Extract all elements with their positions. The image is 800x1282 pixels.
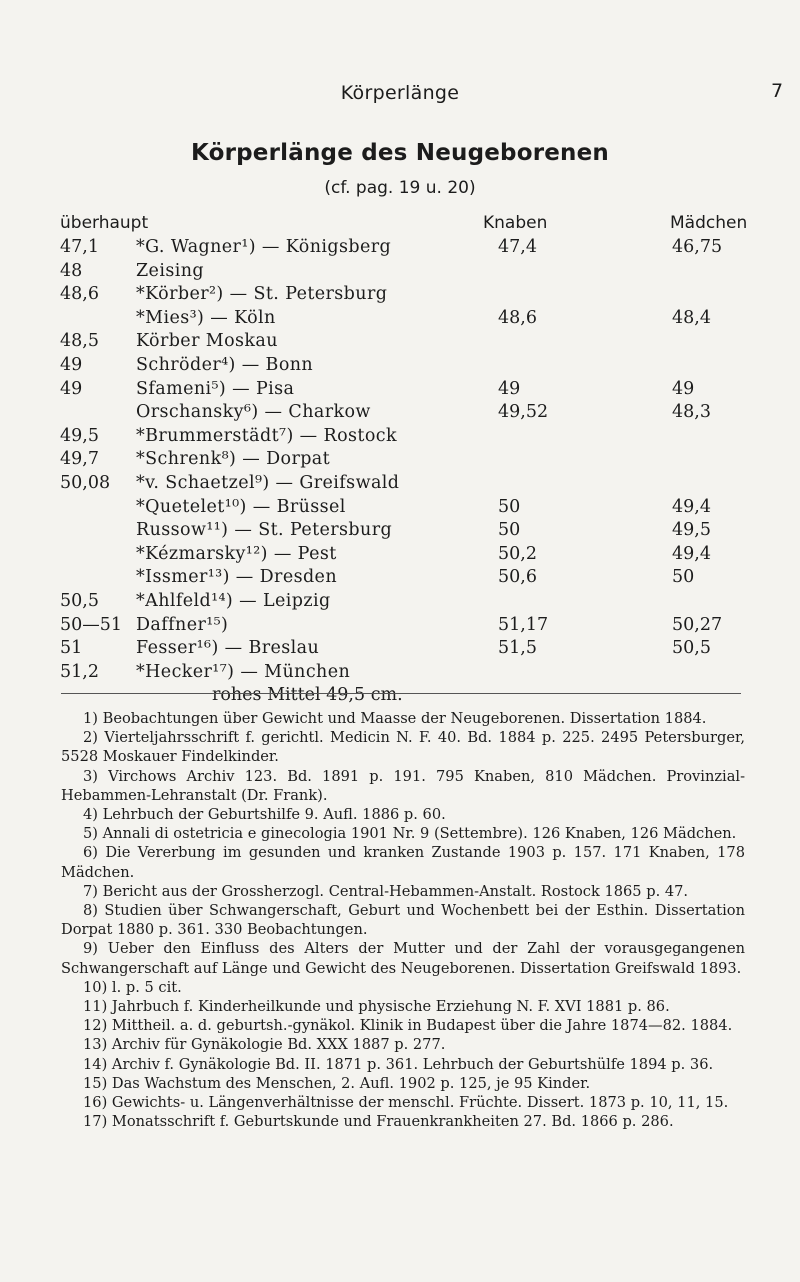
table-row	[0, 591, 800, 615]
cell-boys: 50	[498, 520, 521, 541]
raw-mean: rohes Mittel 49,5 cm.	[212, 685, 403, 706]
cell-author: *Hecker¹⁷) — München	[136, 661, 351, 682]
column-header-boys: Knaben	[483, 213, 548, 233]
footnote: 11) Jahrbuch f. Kinderheilkunde und physische Erziehung N. F. XVI 1881 p. 86.	[83, 998, 670, 1016]
cell-boys: 50,2	[498, 543, 537, 564]
cell-author: Körber Moskau	[136, 331, 278, 352]
table-row	[0, 355, 800, 379]
column-header-overall: überhaupt	[60, 213, 149, 233]
table-row	[0, 497, 800, 521]
table-row	[0, 615, 800, 639]
table-row	[0, 426, 800, 450]
footnote: 12) Mittheil. a. d. geburtsh.-gynäkol. Klinik in Budapest über die Jahre 1874—82. 1884.	[83, 1017, 733, 1035]
cell-overall: 47,1	[60, 237, 99, 257]
cell-overall: 48,5	[60, 331, 99, 352]
footnote: 14) Archiv f. Gynäkologie Bd. II. 1871 p. 361. Lehrbuch der Geburtshülfe 1894 p. 36.	[83, 1055, 714, 1073]
cell-boys: 49,52	[498, 402, 549, 423]
table-row	[0, 520, 800, 544]
table-row	[0, 261, 800, 285]
cell-boys: 51,5	[498, 638, 537, 659]
table-row	[0, 567, 800, 591]
column-header-girls: Mädchen	[670, 213, 748, 233]
cell-author: Schröder⁴) — Bonn	[136, 354, 314, 375]
cell-overall: 49	[60, 378, 83, 399]
footnote: 3) Virchows Archiv 123. Bd. 1891 p. 191. 795 Knaben, 810 Mädchen. Provinzial-Hebammen-Lehranstalt (Dr. Frank).	[61, 767, 745, 804]
table-row	[0, 237, 800, 261]
cell-author: *Schrenk⁸) — Dorpat	[136, 449, 331, 470]
page-title: Körperlänge des Neugeborenen	[190, 140, 610, 166]
cell-author: Daffner¹⁵)	[136, 614, 229, 635]
cell-author: *Kézmarsky¹²) — Pest	[136, 543, 337, 564]
cell-girls: 50,5	[672, 638, 711, 659]
footnote: 6) Die Vererbung im gesunden und kranken Zustande 1903 p. 157. 171 Knaben, 178 Mädchen.	[61, 844, 745, 881]
footnotes	[61, 709, 745, 1131]
table-row	[0, 544, 800, 568]
cell-girls: 48,3	[672, 402, 711, 423]
cell-girls: 49,4	[672, 543, 711, 564]
cell-author: Orschansky⁶) — Charkow	[136, 402, 371, 423]
footnote: 1) Beobachtungen über Gewicht und Maasse der Neugeborenen. Dissertation 1884.	[83, 710, 707, 727]
footnote: 8) Studien über Schwangerschaft, Geburt und Wochenbett bei der Esthin. Dissertation Dorpat 1880 p. 361. 330 Beobachtungen.	[61, 902, 745, 939]
footnote: 5) Annali di ostetricia e ginecologia 1901 Nr. 9 (Settembre). 126 Knaben, 126 Mädchen.	[83, 825, 737, 843]
cell-author: Zeising	[136, 260, 204, 281]
cell-girls: 50	[672, 567, 695, 588]
cell-girls: 49,4	[672, 496, 711, 517]
table-row	[0, 662, 800, 686]
table-row	[0, 284, 800, 308]
cell-overall: 49,7	[60, 449, 99, 470]
table-row	[0, 473, 800, 497]
cell-overall: 48	[60, 260, 83, 281]
cell-girls: 49,5	[672, 520, 711, 541]
cell-author: *G. Wagner¹) — Königsberg	[136, 237, 392, 257]
cell-girls: 46,75	[672, 237, 723, 257]
footnote: 13) Archiv für Gynäkologie Bd. XXX 1887 p. 277.	[83, 1036, 446, 1054]
cell-author: *Mies³) — Köln	[136, 307, 276, 328]
page-number: 7	[771, 80, 784, 102]
table-row	[0, 308, 800, 332]
footnote-divider	[61, 693, 741, 694]
cell-overall: 49,5	[60, 425, 99, 446]
cell-boys: 50	[498, 496, 521, 517]
cell-boys: 49	[498, 378, 521, 399]
cell-boys: 47,4	[498, 237, 537, 257]
cell-boys: 50,6	[498, 567, 537, 588]
cell-overall: 50,5	[60, 590, 99, 611]
footnote: 4) Lehrbuch der Geburtshilfe 9. Aufl. 1886 p. 60.	[83, 806, 446, 824]
footnote: 2) Vierteljahrsschrift f. gerichtl. Medicin N. F. 40. Bd. 1884 p. 225. 2495 Petersburger, 5528 Moskauer Findelkinder.	[61, 729, 745, 766]
cell-author: Sfameni⁵) — Pisa	[136, 378, 295, 399]
footnote: 17) Monatsschrift f. Geburtskunde und Frauenkrankheiten 27. Bd. 1866 p. 286.	[83, 1113, 674, 1131]
cell-author: *Quetelet¹⁰) — Brüssel	[136, 496, 346, 517]
cell-overall: 50—51	[60, 614, 123, 635]
cell-author: *Issmer¹³) — Dresden	[136, 567, 337, 588]
cell-overall: 49	[60, 354, 83, 375]
cell-overall: 51,2	[60, 661, 99, 682]
running-head: Körperlänge	[340, 82, 460, 104]
cell-girls: 50,27	[672, 614, 723, 635]
cell-overall: 50,08	[60, 472, 111, 493]
footnote: 10) l. p. 5 cit.	[83, 978, 182, 996]
length-table	[0, 237, 800, 711]
cell-boys: 48,6	[498, 307, 537, 328]
cell-author: Fesser¹⁶) — Breslau	[136, 638, 320, 659]
table-row	[0, 638, 800, 662]
mean-row	[0, 685, 800, 711]
footnote: 16) Gewichts- u. Längenverhältnisse der menschl. Früchte. Dissert. 1873 p. 10, 11, 15.	[83, 1094, 729, 1112]
footnote: 7) Bericht aus der Grossherzogl. Central-Hebammen-Anstalt. Rostock 1865 p. 47.	[83, 882, 689, 900]
cell-overall: 51	[60, 638, 83, 659]
cell-girls: 48,4	[672, 307, 711, 328]
cell-author: *v. Schaetzel⁹) — Greifswald	[136, 472, 400, 493]
page-subtitle: (cf. pag. 19 u. 20)	[324, 178, 476, 198]
footnote: 15) Das Wachstum des Menschen, 2. Aufl. 1902 p. 125, je 95 Kinder.	[83, 1074, 591, 1092]
footnote: 9) Ueber den Einfluss des Alters der Mutter und der Zahl der vorausgegangenen Schwangerschaft auf Länge und Gewicht des Neugeborenen. Dissertation Greifswald 1893.	[61, 940, 745, 977]
cell-author: *Brummerstädt⁷) — Rostock	[136, 425, 397, 446]
table-row	[0, 449, 800, 473]
cell-author: *Körber²) — St. Petersburg	[136, 284, 388, 305]
table-row	[0, 379, 800, 403]
cell-author: *Ahlfeld¹⁴) — Leipzig	[136, 590, 331, 611]
table-row	[0, 402, 800, 426]
cell-girls: 49	[672, 378, 695, 399]
cell-boys: 51,17	[498, 614, 549, 635]
cell-overall: 48,6	[60, 284, 99, 305]
table-row	[0, 331, 800, 355]
cell-author: Russow¹¹) — St. Petersburg	[136, 520, 393, 541]
